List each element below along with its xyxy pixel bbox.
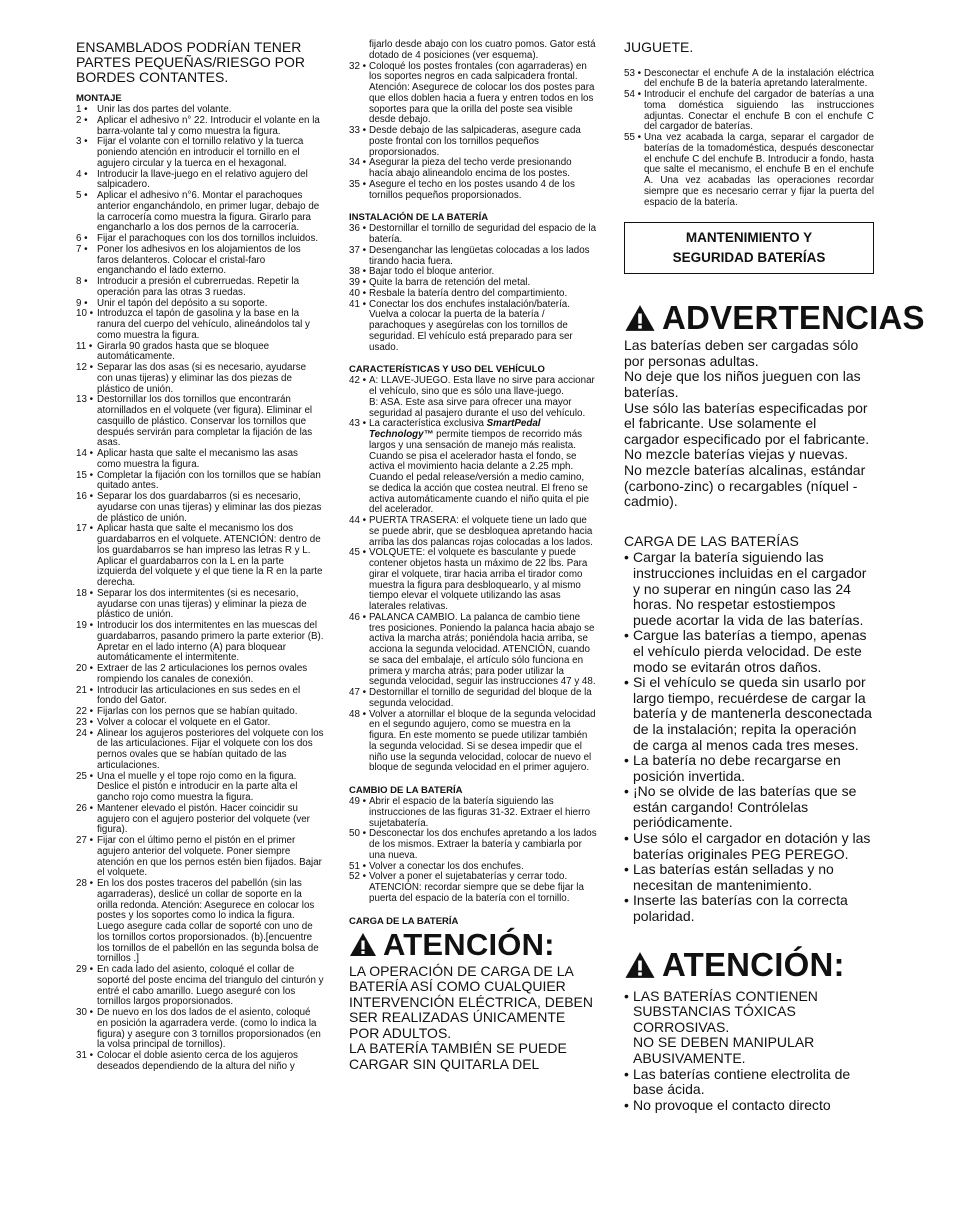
step-item: [349, 710, 597, 775]
step-number: 54 •: [624, 89, 642, 100]
step-item: [76, 589, 324, 621]
step-number: 55 •: [624, 132, 642, 143]
step-text: VOLQUETE: el volquete es basculante y puede contener objetos hasta un máximo de 22 lbs. Para girar el volquete, tirar hacia arriba el tirador como muestra la figura para desbloquearlo, y al mismo tiempo elevar el volquete utilizando las asas laterales relativas.: [369, 547, 588, 612]
step-number: 18 •: [76, 587, 94, 599]
step-text: Aplicar hasta que salte el mecanismo las asas como muestra la figura.: [97, 448, 298, 470]
step-number: 26 •: [76, 802, 94, 814]
step-43-post: permite tiempos de recorrido más largos y una sensación de manejo más realista. Cuando se pisa el acelerador hasta el fondo, se activa el movimiento hacia delante a 2.25 mph. Cuando el pedal release/versión a medio camino, se dedica la acción que costea neutral. El freno se activa automáticamente cuando el niño quita el pie del acelerador.: [369, 429, 590, 516]
step-text: Fijar el parachoques con los dos tornillos incluidos.: [97, 233, 319, 244]
step-text: Colocar el doble asiento cerca de los agujeros deseados dependiendo de la altura del niño y: [97, 1050, 298, 1072]
step-number: 37 •: [349, 244, 367, 256]
step-item: [76, 342, 324, 364]
step-item: [349, 548, 597, 613]
montaje-title: MONTAJE: [76, 93, 122, 104]
step-item: [349, 613, 597, 688]
step-text: Conectar los dos enchufes instalación/batería. Vuelva a colocar la puerta de la batería / parachoques y asegúrelas con los tornillos de seguridad. El vehículo está preparado para ser usado.: [369, 298, 573, 353]
carga-title: CARGA DE LA BATERÍA: [349, 915, 459, 927]
step-item: [349, 829, 597, 861]
mantenimiento-title-line2: SEGURIDAD BATERÍAS: [672, 250, 826, 266]
instalacion-steps: [349, 224, 597, 353]
column-2: [349, 40, 597, 1072]
step-text: Volver a conectar los dos enchufes.: [369, 860, 524, 872]
step-item: [76, 804, 324, 836]
carga-baterias-subtitle: CARGA DE LAS BATERÍAS: [624, 532, 799, 549]
instalacion-title: INSTALACIÓN DE LA BATERÍA: [349, 212, 489, 224]
step-text: Volver a atornillar el bloque de la segunda velocidad en el segundo agujero, como se muestra en la figura. En este momento se puede utilizar también la segunda velocidad. Si se desea impedir que el niño use la segunda velocidad, colocar de nuevo el bloque de segunda velocidad en el primer agujero.: [369, 708, 596, 774]
step-item: [624, 133, 874, 208]
step-item: [76, 363, 324, 395]
atencion-bullets: [624, 989, 874, 1114]
step-item: [349, 872, 597, 904]
step-number: 36 •: [349, 223, 367, 235]
step-item: [349, 62, 597, 127]
step-text: Fijarlas con los pernos que se habían quitado.: [97, 706, 298, 717]
advertencia-paragraph: Use sólo las baterías especificadas por el fabricante. Use solamente el cargador especificado por el fabricante.: [624, 399, 870, 447]
step-text: PALANCA CAMBIO. La palanca de cambio tiene tres posiciones. Poniendo la palanca hacia abajo se activa la marcha atrás; poniéndola hacia arriba, se acciona la segunda velocidad. ATENCIÓN, cuando se saca del embalaje, el artículo sólo funciona en primera y marcha atrás; para poder utilizar la segunda velocidad, seguir las instrucciones 47 y 48.: [369, 611, 596, 688]
step-number: 5 •: [76, 190, 88, 201]
step-item: [76, 137, 324, 169]
atencion-heading-2: [624, 947, 874, 983]
warning-triangle-icon: [349, 932, 377, 957]
step-number: 38 •: [349, 266, 367, 278]
step-text: fijarlo desde abajo con los cuatro pomos. Gator está dotado de 4 posiciones (ver esquema).: [369, 39, 596, 61]
step-text: Bajar todo el bloque anterior.: [369, 266, 495, 278]
step-item: [76, 191, 324, 234]
step-item: [349, 688, 597, 710]
step-number: 8 •: [76, 276, 88, 287]
step-number: 35 •: [349, 178, 367, 190]
advertencia-paragraph: No mezcle baterías viejas y nuevas.: [624, 446, 849, 463]
step-text: Volver a poner el sujetabaterías y cerrar todo. ATENCIÓN: recordar siempre que se debe fijar la puerta del espacio de la batería con el tornillo.: [369, 871, 584, 904]
mantenimiento-box: [624, 222, 874, 274]
step-item: [76, 729, 324, 772]
step-number: 13 •: [76, 394, 94, 406]
carga-bullet: • ¡No se olvide de las baterías que se están cargando! Contrólelas periódicamente.: [624, 784, 874, 831]
step-43-pre: La característica exclusiva: [369, 418, 487, 430]
caracteristicas-steps: [349, 376, 597, 774]
step-text: Girarla 90 grados hasta que se bloquee automáticamente.: [97, 340, 270, 363]
step-number: 25 •: [76, 770, 94, 782]
step-text: Fijar con el último perno el pistón en el primer agujero anterior del volquete. Poner siempre atención en que los pernos estén bien fijados. Bajar el volquete.: [97, 835, 322, 879]
step-number: 3 •: [76, 136, 88, 148]
step-text: Introducir los dos intermitentes en las muescas del guardabarros, pasando primero la parte exterior (B). Apretar en el lado interno (A) para bloquear automáticamente el intermitente.: [97, 620, 324, 664]
step-number: 4 •: [76, 168, 88, 180]
step-item: [76, 471, 324, 493]
step-number: 6 •: [76, 233, 88, 244]
step-item: [76, 395, 324, 449]
step-item: [76, 664, 324, 686]
carga-bullet: • Inserte las baterías con la correcta polaridad.: [624, 893, 874, 924]
step-text: De nuevo en los dos lados de el asiento, coloqué en posición la agarradera verde. (como lo indica la figura) y asegure con 3 tornillos proporsionados (en la volsa principal de tornillos).: [97, 1007, 321, 1051]
step-text: Desconectar los dos enchufes apretando a los lados de los mismos. Extraer la batería y cambiarla por una nueva.: [369, 828, 597, 861]
montaje-steps-continued: [349, 40, 597, 201]
cambio-steps: [349, 797, 597, 905]
step-item: [76, 1051, 324, 1073]
step-text: Destornillar los dos tornillos que encontrarán atornillados en el volquete (ver figura). Eliminar el casquillo de plástico. Conservar los tornillos que después servirán para completar la fijación de las asas.: [97, 394, 313, 449]
step-number: 49 •: [349, 796, 367, 807]
step-item: [76, 309, 324, 341]
step-text: Extraer de las 2 articulaciones los pernos ovales rompiendo los canales de conexión.: [97, 663, 308, 685]
carga-bullet: • Si el vehículo se queda sin usarlo por largo tiempo, recuérdese de cargar la batería y de mantenerla desconectada de la instalación; repita la operación de carga al menos cada tres meses.: [624, 675, 874, 753]
step-number: 27 •: [76, 835, 94, 846]
step-number: 32 •: [349, 60, 367, 72]
atencion-bullet: • LAS BATERÍAS CONTIENEN SUBSTANCIAS TÓXICAS CORROSIVAS. NO SE DEBEN MANIPULAR ABUSIVAMENTE.: [624, 989, 874, 1067]
step-text: Poner los adhesivos en los alojamientos de los faros delanteros. Colocar el cristal-faro enganchando el lado externo.: [97, 243, 301, 277]
cambio-title: CAMBIO DE LA BATERÍA: [349, 785, 463, 796]
step-number: 28 •: [76, 878, 94, 889]
step-text: Desconectar el enchufe A de la instalación eléctrica del enchufe B de la batería apretando lateralmente.: [644, 67, 874, 90]
step-42: 42 • A: LLAVE-JUEGO. Esta llave no sirve para accionar el vehículo, sino que es sólo una llave-juego. B: ASA. Este asa sirve para ofrecer una mayor seguridad al pasajero durante el uso del vehículo.: [349, 375, 595, 419]
carga-bullets: [624, 550, 874, 924]
step-number: 11 •: [76, 340, 93, 352]
mantenimiento-title-line1: MANTENIMIENTO Y: [685, 230, 813, 246]
step-item: [76, 772, 324, 804]
step-text: Volver a colocar el volquete en el Gator.: [97, 716, 271, 728]
step-text: En cada lado del asiento, coloqué el collar de soporté del poste encima del triangulo del cinturón y entré el cabo amarillo. Luego aseguré con los tornillos largos proporsionados.: [97, 964, 324, 1008]
advertencias-heading: [624, 299, 925, 337]
step-number: 34 •: [349, 157, 367, 169]
step-number: 23 •: [76, 716, 94, 728]
step-item: [349, 246, 597, 268]
step-text: Desenganchar las lengüetas colocadas a los lados tirando hacia fuera.: [369, 244, 590, 267]
step-43: 43 • La característica exclusiva SmartPedal Technology™ permite tiempos de recorrido más largos y una sensación de manejo más realista. Cuando se pisa el acelerador hasta el fondo, se activa el movimiento hacia delante a 2.25 mph. Cuando el pedal release/versión a medio camino, se dedica la acción que costea neutral. El freno se activa automáticamente cuando el niño quita el pie del acelerador.: [349, 418, 590, 516]
step-text: Aplicar el adhesivo n° 22. Introducir el volante en la barra-volante tal y como muestra la figura.: [97, 114, 320, 137]
step-text: Introducir la llave-juego en el relativo agujero del salpicadero.: [97, 168, 308, 191]
step-text: Introducir las articulaciones en sus sedes en el fondo del Gator.: [97, 684, 301, 707]
step-number: 19 •: [76, 620, 94, 631]
step-number: 29 •: [76, 964, 94, 975]
step-text: Separar los dos guardabarros (si es necesario, ayudarse con unas tijeras) y eliminar las dos piezas de plástico de unión.: [97, 491, 322, 524]
warning-triangle-icon: [624, 951, 656, 979]
intro-warning-text: ENSAMBLADOS PODRÍAN TENER PARTES PEQUEÑAS/RIESGO POR BORDES CONTANTES.: [76, 39, 305, 85]
step-number: 50 •: [349, 828, 367, 840]
step-text: Una vez acabada la carga, separar el cargador de baterías de la tomadoméstica, después desconectar el enchufe C del enchufe B. Introducir a fondo, hasta que salte el mecanismo, el enchufe B en el enchufe A. Una vez acabadas las operaciones recordar siempre que es necesario cerrar y fijar la puerta del espacio de la batería.: [644, 132, 874, 208]
step-number: 24 •: [76, 727, 94, 739]
step-item: [76, 1008, 324, 1051]
step-number: 51 •: [349, 860, 367, 872]
step-item: [76, 524, 324, 589]
step-item: [76, 170, 324, 192]
step-number: 21 •: [76, 684, 94, 696]
montaje-steps: [76, 105, 324, 1073]
carga-bullet: • Las baterías están selladas y no necesitan de mantenimiento.: [624, 862, 874, 893]
step-text: Destornillar el tornillo de seguridad del espacio de la batería.: [369, 223, 597, 245]
step-number: 14 •: [76, 448, 94, 459]
step-item: [624, 69, 874, 91]
carga-steps: [624, 69, 874, 209]
step-number: 31 •: [76, 1050, 94, 1061]
step-item: [349, 180, 597, 202]
step-42-b: B: ASA. Este asa sirve para ofrecer una mayor seguridad al pasajero durante el uso del vehículo.: [369, 396, 586, 419]
step-number: 44 •: [349, 515, 367, 526]
step-text: Mantener elevado el pistón. Hacer coincidir su agujero con el agujero posterior del volquete (ver figura).: [97, 802, 310, 836]
advertencias-title: ADVERTENCIAS: [662, 299, 925, 337]
step-item: [76, 116, 324, 138]
advertencia-paragraph: No deje que los niños jueguen con las baterías.: [624, 368, 861, 401]
step-text: En los dos postes traceros del pabellón (sin las agarraderas), deslicé un collar de soporte en la orilla redonda. Atención: Asegurece en colocar los postes y los soportes como lo indica la figura. Luego asegure cada collar de soporté con uno de los tornillos cortos proporsionados. (b).[encuentre los tornillos de el pabellón en las segunda bolsa de tornillos .]: [97, 878, 319, 965]
step-text: Completar la fijación con los tornillos que se habían quitado antes.: [97, 469, 321, 492]
step-number: 47 •: [349, 687, 367, 698]
atencion-title: ATENCIÓN:: [383, 926, 555, 962]
step-number: 2 •: [76, 114, 88, 126]
step-text: Resbale la batería dentro del compartimiento.: [369, 287, 568, 299]
step-text: Unir las dos partes del volante.: [97, 104, 232, 115]
step-number: 48 •: [349, 708, 367, 720]
column-3: [624, 39, 925, 1113]
step-number: 40 •: [349, 287, 367, 299]
step-text: Aplicar el adhesivo n°6. Montar el parachoques anterior enganchándolo, en primer lugar, debajo de la carrocería como muestra la figura. Girarlo para engancharlo a los dos pernos de la carrocería.: [97, 190, 320, 234]
step-item: [76, 277, 324, 299]
step-number: 12 •: [76, 362, 94, 373]
step-text: Abrir el espacio de la batería siguiendo las instrucciones de las figuras 31-32. Extraer el hierro sujetabatería.: [369, 796, 591, 829]
step-item: [76, 965, 324, 1008]
carga-bullet: • Use sólo el cargador en dotación y las baterías originales PEG PEREGO.: [624, 831, 874, 862]
step-text: Separar los dos intermitentes (si es necesario, ayudarse con unas tijeras) y eliminar la pieza de plástico de unión.: [97, 587, 307, 621]
step-text: Una el muelle y el tope rojo como en la figura. Deslice el pistón e introducir en la parte alta el gancho rojo como muestra la figura.: [97, 770, 298, 803]
step-item: [76, 492, 324, 524]
step-number: 9 •: [76, 297, 88, 309]
advertencias-text: [624, 338, 874, 510]
step-text: Separar las dos asas (si es necesario, ayudarse con unas tijeras) y eliminar las dos piezas de plástico de unión.: [97, 362, 307, 395]
step-text: Aplicar hasta que salte el mecanismo los dos guardabarros en el volquete. ATENCIÓN: dentro de los guardabarros se han impreso las letras R y L. Aplicar el guardabarros con la L en la parte izquierda del volquete y el que tiene la R en la parte derecha.: [97, 523, 323, 588]
step-item: [349, 158, 597, 180]
step-number: 16 •: [76, 491, 94, 502]
step-number: 53 •: [624, 67, 642, 79]
step-text: Desde debajo de las salpicaderas, asegure cada poste frontal con los tornillos pequeños proporsionados.: [369, 125, 581, 158]
step-item: [349, 300, 597, 354]
step-item: [76, 449, 324, 471]
step-item: [76, 879, 324, 965]
step-item: [76, 621, 324, 664]
step-item: [349, 797, 597, 829]
carga-bullet: • La batería no debe recargarse en posición invertida.: [624, 753, 874, 784]
step-item: [349, 516, 597, 548]
step-item: [76, 245, 324, 277]
step-text: Asegure el techo en los postes usando 4 de los tornillos pequeños proporsionados.: [369, 178, 575, 201]
step-number: 17 •: [76, 523, 94, 535]
step-number: 30 •: [76, 1007, 94, 1018]
advertencia-paragraph: Las baterías deben ser cargadas sólo por personas adultas.: [624, 337, 859, 369]
step-number: 45 •: [349, 547, 367, 559]
step-number: 7 •: [76, 243, 88, 255]
atencion-title-2: ATENCIÓN:: [662, 945, 845, 983]
step-text: Introducir a presión el cubrerruedas. Repetir la operación para las otras 3 ruedas.: [97, 276, 300, 298]
step-number: 10 •: [76, 308, 94, 320]
step-number: 52 •: [349, 871, 367, 883]
step-number: 1 •: [76, 104, 88, 115]
step-text: Asegurar la pieza del techo verde presionando hacía abajo alineandolo encima de los postes.: [369, 157, 572, 179]
step-number: 46 •: [349, 611, 367, 623]
step-number: 22 •: [76, 706, 94, 717]
atencion-bullet: • Las baterías contiene electrolita de base ácida.: [624, 1067, 874, 1098]
step-number: 39 •: [349, 277, 367, 288]
step-42-a: A: LLAVE-JUEGO. Esta llave no sirve para accionar el vehículo, sino que es sólo una llave-juego.: [369, 375, 595, 397]
step-number: 20 •: [76, 663, 94, 674]
step-number: 15 •: [76, 469, 94, 481]
step-text: Alinear los agujeros posteriores del volquete con los de las articulaciones. Fijar el volquete con los dos pernos ovales que se habían quitado de las articulaciones.: [97, 727, 324, 771]
step-text: Coloqué los postes frontales (con agarraderas) en los soportes negros en cada salpicadera frontal. Atención: Asegurece de colocar los dos postes para que ellos doblen hacia a fuera y entren todos en los soportes para que la orilla del poste sea visible desde debajo.: [369, 60, 595, 126]
step-text: Introducir el enchufe del cargador de baterías a una toma doméstica siguiendo las instrucciones adjuntas. Conectar el enchufe B con el enchufe C del cargador de baterías.: [644, 89, 874, 133]
atencion-heading: [349, 928, 597, 962]
atencion-text: LA OPERACIÓN DE CARGA DE LA BATERÍA ASÍ COMO CUALQUIER INTERVENCIÓN ELÉCTRICA, DEBEN SER REALIZADAS ÚNICAMENTE POR ADULTOS. LA BATERÍA TAMBIÉN SE PUEDE CARGAR SIN QUITARLA DEL: [349, 962, 594, 1072]
smartpedal-brand: SmartPedal Technology™: [369, 418, 541, 440]
atencion-bullet: • No provoque el contacto directo: [624, 1098, 874, 1114]
step-item: [624, 90, 874, 133]
step-number: 41 •: [349, 298, 367, 310]
step-item: [76, 686, 324, 708]
step-text: Introduzca el tapón de gasolina y la base en la ranura del cuerpo del vehículo, alineándolos tal y como muestra la figura.: [97, 308, 310, 341]
step-text: Quite la barra de retención del metal.: [369, 277, 531, 288]
step-text: PUERTA TRASERA: el volquete tiene un lado que se puede abrir, que se desbloquea apretando hacia arriba las dos palancas rojas colocadas a los lados.: [369, 515, 593, 548]
step-text: Unir el tapón del depósito a su soporte.: [97, 297, 268, 309]
step-text: Destornillar el tornillo de seguridad del bloque de la segunda velocidad.: [369, 687, 592, 709]
carga-bullet: • Cargar la batería siguiendo las instrucciones incluidas en el cargador y no superar en ningún caso las 24 horas. No respetar estostiempos puede acortar la vida de las baterías.: [624, 550, 874, 628]
step-item: [349, 224, 597, 246]
carga-bullet: • Cargue las baterías a tiempo, apenas el vehículo pierda velocidad. De este modo se evitarán otros daños.: [624, 628, 874, 675]
step-item: [76, 836, 324, 879]
step-item: [349, 126, 597, 158]
carga-continued-text: JUGUETE.: [624, 39, 694, 55]
caracteristicas-title: CARACTERÍSTICAS Y USO DEL VEHÍCULO: [349, 364, 545, 376]
step-text: Fijar el volante con el tornillo relativo y la tuerca poniendo atención en introducir el tornillo en el agujero circular y la tuerca en el hexagonal.: [97, 136, 304, 169]
column-1: [76, 40, 324, 1084]
step-item: [349, 40, 597, 62]
step-number: 33 •: [349, 125, 367, 136]
warning-triangle-icon: [624, 304, 656, 332]
advertencia-paragraph: No mezcle baterías alcalinas, estándar (carbono-zinc) o recargables (níquel - cadmio).: [624, 462, 866, 510]
